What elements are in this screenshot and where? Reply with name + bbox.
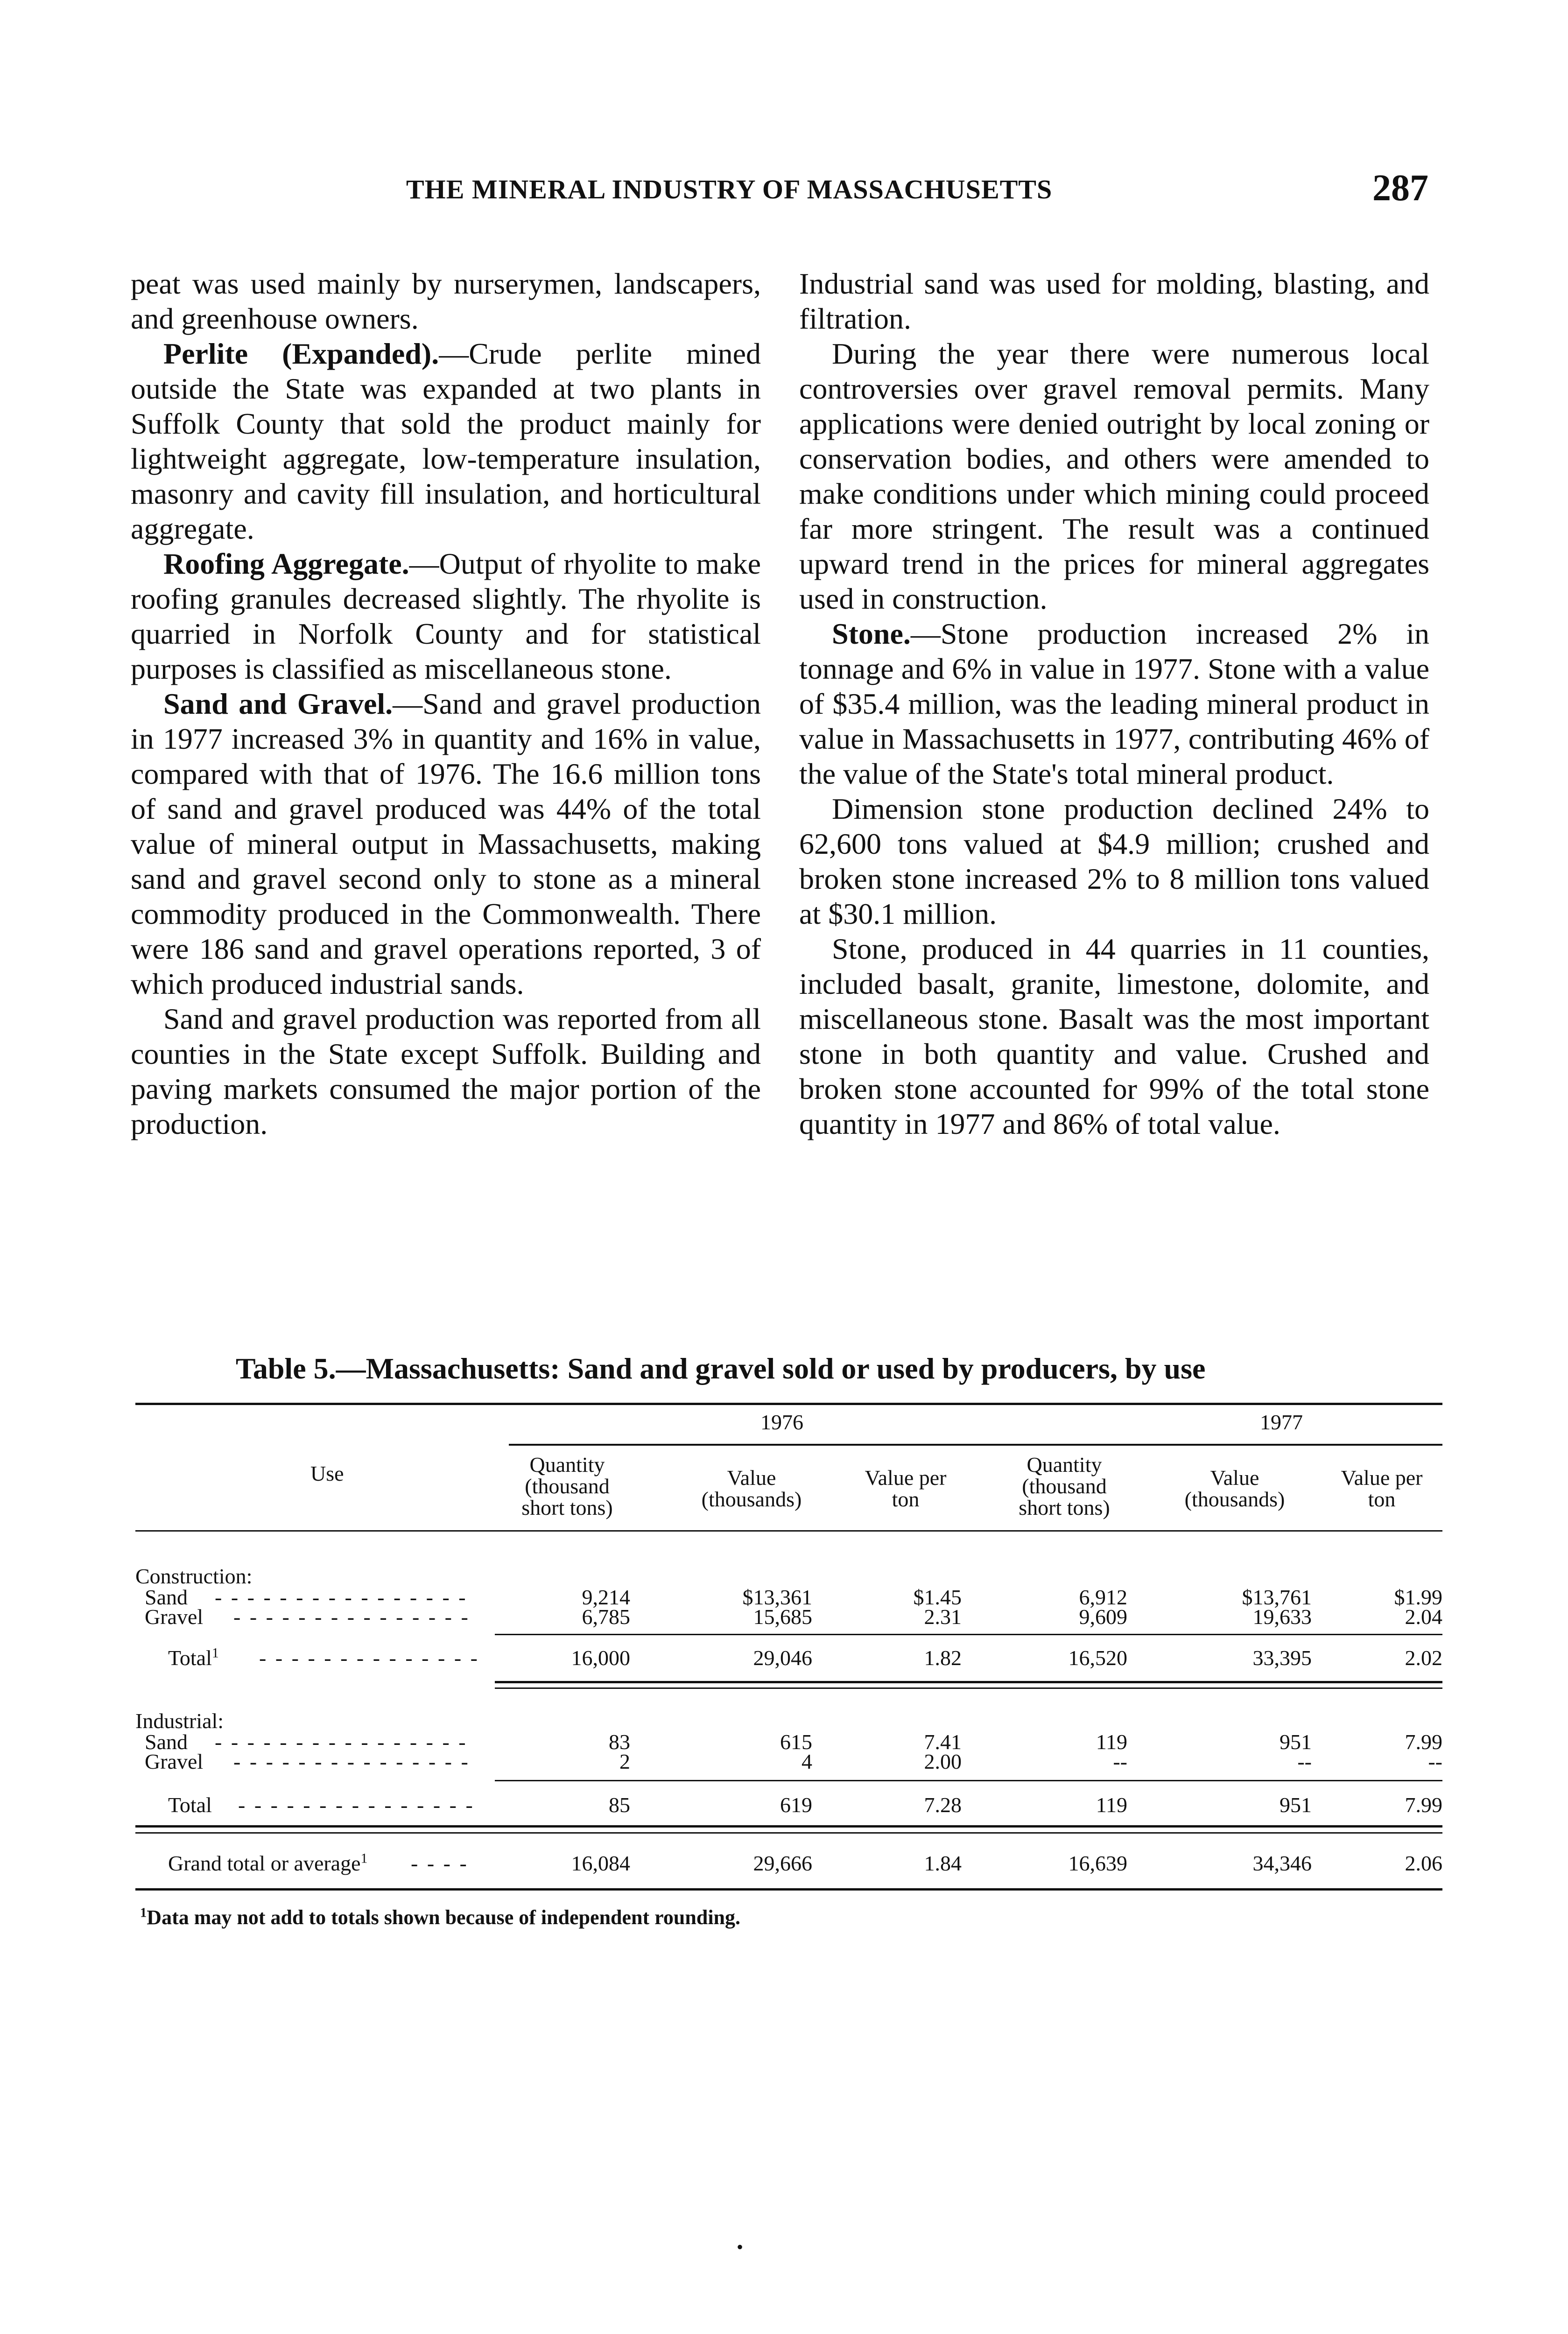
section-heading: Stone. (832, 617, 911, 650)
table-cell: 83 (609, 1730, 630, 1754)
paragraph-text: —Output of rhyolite to make roofing granules decreased slightly. The rhyolite is quarried in Norfolk County and for statistical purposes is classified as miscellaneous stone. (131, 547, 761, 685)
table-cell: 2.04 (1405, 1605, 1442, 1629)
table-cell: 85 (609, 1793, 630, 1817)
paragraph-text: —Crude perlite mined outside the State was expanded at two plants in Suffolk County that sold the product mainly for lightweight aggregate, low-temperature insulation, masonry and cavity fill insulation, and horticultural aggregate. (131, 337, 761, 545)
subtotal-rule (495, 1780, 1442, 1781)
paragraph: Stone, produced in 44 quarries in 11 counties, included basalt, granite, limestone, dolomite, and miscellaneous stone. Basalt was the most important stone in both quantity and value. Crushed and broken stone accounted for 99% of the total stone quantity in 1977 and 86% of total value. (799, 932, 1429, 1140)
column-header-value-per-ton: Value per ton (1341, 1466, 1423, 1511)
table-cell: -- (1113, 1750, 1127, 1773)
page-number: 287 (1372, 168, 1428, 209)
column-header-value: Value (thousands) (1184, 1466, 1285, 1511)
table-cell: 16,000 (571, 1646, 630, 1670)
paragraph: Sand and gravel production was reported from all counties in the State except Suffolk. Building and paving markets consumed the major portion of the production. (131, 1002, 761, 1140)
subtotal-rule (495, 1634, 1442, 1635)
page-speck: • (737, 2236, 744, 2257)
table-top-rule (135, 1403, 1442, 1405)
section-heading: Perlite (Expanded). (163, 337, 439, 370)
paragraph (131, 686, 761, 1001)
table-cell: 19,633 (1252, 1605, 1312, 1629)
paragraph: Industrial sand was used for molding, blasting, and filtration. (799, 267, 1429, 335)
leader-dots: - - - - - - - - - - - - - - - (233, 1605, 470, 1629)
running-head: THE MINERAL INDUSTRY OF MASSACHUSETTS (406, 174, 1053, 204)
header-rule (135, 1530, 1442, 1532)
row-label: Total (168, 1793, 212, 1817)
table-cell: 7.41 (924, 1730, 962, 1754)
table-cell: $1.99 (1394, 1585, 1442, 1609)
table-cell: 1.84 (924, 1851, 962, 1875)
paragraph: peat was used mainly by nurserymen, landscapers, and greenhouse owners. (131, 267, 761, 335)
table-cell: 6,912 (1079, 1585, 1127, 1609)
table-cell: 619 (780, 1793, 812, 1817)
table-cell: 1.82 (924, 1646, 962, 1670)
table-cell: 951 (1280, 1793, 1312, 1817)
table-cell: 29,666 (753, 1851, 812, 1875)
table-cell: 7.28 (924, 1793, 962, 1817)
year-rule (1006, 1444, 1442, 1446)
table-cell: 119 (1096, 1793, 1127, 1817)
table-cell: 34,346 (1252, 1851, 1312, 1875)
paragraph (131, 546, 761, 686)
paragraph: Dimension stone production declined 24% to 62,600 tons valued at $4.9 million; crushed and broken stone increased 2% to 8 million tons valued at $30.1 million. (799, 792, 1429, 930)
leader-dots: - - - - (411, 1851, 469, 1875)
section-heading: Sand and Gravel. (163, 687, 393, 720)
right-column (799, 266, 1429, 1141)
table-footnote: $^1$Data may not add to totals shown because of independent rounding. (140, 1905, 741, 1929)
table-cell: 2.06 (1405, 1851, 1442, 1875)
column-header-value: Value (thousands) (701, 1466, 802, 1511)
table-cell: -- (1428, 1750, 1442, 1773)
year-header-1976: 1976 (760, 1410, 803, 1434)
table-cell: 6,785 (582, 1605, 630, 1629)
table-cell: 16,639 (1068, 1851, 1127, 1875)
paragraph (799, 616, 1429, 791)
table-cell: $13,361 (742, 1585, 812, 1609)
grand-total-rule (135, 1825, 1442, 1828)
row-label: Total$^1$ (168, 1645, 219, 1670)
section-heading: Roofing Aggregate. (163, 547, 409, 580)
leader-dots: - - - - - - - - - - - - - - - (233, 1750, 470, 1773)
left-column (131, 266, 761, 1141)
table-cell: $13,761 (1242, 1585, 1312, 1609)
table-cell: 16,084 (571, 1851, 630, 1875)
table-cell: 9,214 (582, 1585, 630, 1609)
group-label-industrial: Industrial: (135, 1709, 224, 1733)
column-header-use: Use (310, 1462, 344, 1485)
table-cell: 9,609 (1079, 1605, 1127, 1629)
data-table (135, 1403, 1442, 1898)
paragraph-text: —Sand and gravel production in 1977 increased 3% in quantity and 16% in value, compared with that of 1976. The 16.6 million tons of sand and gravel produced was 44% of the total value of mineral output in Massachusetts, making sand and gravel second only to stone as a mineral commodity produced in the Commonwealth. There were 186 sand and gravel operations reported, 3 of which produced industrial sands. (131, 687, 761, 1000)
table-cell: 7.99 (1405, 1793, 1442, 1817)
table-cell: 29,046 (753, 1646, 812, 1670)
table-cell: 951 (1280, 1730, 1312, 1754)
column-header-quantity: Quantity (thousand short tons) (1019, 1453, 1110, 1519)
table-cell: 2.00 (924, 1750, 962, 1773)
row-label: Sand (145, 1585, 188, 1609)
column-header-quantity: Quantity (thousand short tons) (521, 1453, 613, 1519)
table-cell: 16,520 (1068, 1646, 1127, 1670)
table-cell: 7.99 (1405, 1730, 1442, 1754)
paragraph-text: —Stone production increased 2% in tonnage and 6% in value in 1977. Stone with a value of $35.4 million, was the leading mineral product in value in Massachusetts in 1977, contributing 46% of the value of the State's total mineral product. (799, 617, 1429, 790)
table-cell: -- (1297, 1750, 1312, 1773)
leader-dots: - - - - - - - - - - - - - - - - (215, 1730, 468, 1754)
paragraph: During the year there were numerous local controversies over gravel removal permits. Many applications were denied outright by local zoning or conservation bodies, and others were amended to make conditions under which mining could proceed far more stringent. The result was a continued upward trend in the prices for mineral aggregates used in construction. (799, 337, 1429, 615)
leader-dots: - - - - - - - - - - - - - - - - (215, 1585, 468, 1609)
year-header-1977: 1977 (1260, 1410, 1303, 1434)
row-label: Gravel (145, 1750, 204, 1773)
paragraph (131, 336, 761, 546)
total-rule (495, 1681, 1442, 1683)
leader-dots: - - - - - - - - - - - - - - (259, 1646, 479, 1670)
table-cell: 2.31 (924, 1605, 962, 1629)
leader-dots: - - - - - - - - - - - - - - - (238, 1793, 475, 1817)
row-label: Gravel (145, 1605, 204, 1629)
table-cell: 15,685 (753, 1605, 812, 1629)
row-label: Sand (145, 1730, 188, 1754)
group-label-construction: Construction: (135, 1564, 253, 1588)
table-cell: 119 (1096, 1730, 1127, 1754)
column-header-value-per-ton: Value per ton (865, 1466, 947, 1511)
grand-total-rule (135, 1832, 1442, 1834)
row-label: Grand total or average$^1$ (168, 1850, 368, 1875)
table-cell: 615 (780, 1730, 812, 1754)
table-cell: 2.02 (1405, 1646, 1442, 1670)
table-cell: 2 (619, 1750, 630, 1773)
table-title: Table 5.—Massachusetts: Sand and gravel sold or used by producers, by use (236, 1352, 1206, 1385)
table-cell: $1.45 (913, 1585, 962, 1609)
table-cell: 33,395 (1252, 1646, 1312, 1670)
table-cell: 4 (802, 1750, 812, 1773)
table-bottom-rule (135, 1888, 1442, 1891)
total-rule (495, 1687, 1442, 1689)
